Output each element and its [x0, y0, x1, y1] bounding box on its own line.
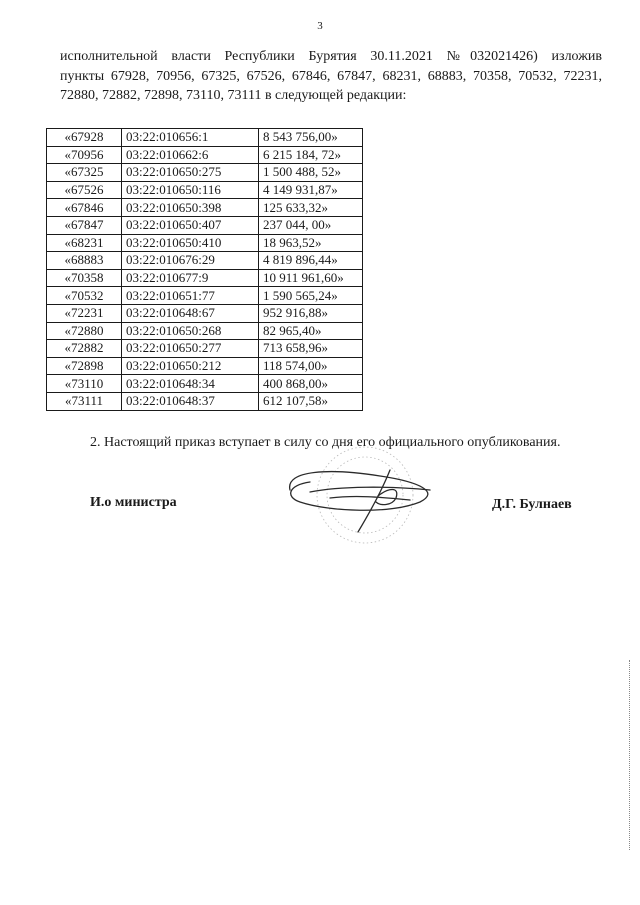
amount-cell: 18 963,52»: [259, 234, 363, 252]
amount-cell: 118 574,00»: [259, 357, 363, 375]
cadastral-number-cell: 03:22:010650:410: [122, 234, 259, 252]
table-row: [47, 340, 363, 358]
table-row: [47, 287, 363, 305]
table-row: [47, 234, 363, 252]
cadastral-number-cell: 03:22:010656:1: [122, 129, 259, 147]
cadastral-number-cell: 03:22:010676:29: [122, 252, 259, 270]
scan-edge-mark: [629, 660, 631, 850]
table-row: [47, 357, 363, 375]
row-number-cell: «70358: [47, 269, 122, 287]
signatory-title: И.о министра: [90, 495, 177, 510]
amount-cell: 125 633,32»: [259, 199, 363, 217]
cadastral-number-cell: 03:22:010650:407: [122, 216, 259, 234]
amount-cell: 10 911 961,60»: [259, 269, 363, 287]
amount-cell: 82 965,40»: [259, 322, 363, 340]
cadastral-number-cell: 03:22:010662:6: [122, 146, 259, 164]
cadastral-number-cell: 03:22:010650:268: [122, 322, 259, 340]
amount-cell: 4 149 931,87»: [259, 181, 363, 199]
amount-cell: 952 916,88»: [259, 304, 363, 322]
cadastral-number-cell: 03:22:010651:77: [122, 287, 259, 305]
cadastral-number-cell: 03:22:010648:67: [122, 304, 259, 322]
table-row: [47, 164, 363, 182]
row-number-cell: «67526: [47, 181, 122, 199]
table-row: [47, 146, 363, 164]
row-number-cell: «72882: [47, 340, 122, 358]
handwritten-signature-icon: [270, 440, 470, 550]
decree-table: [46, 128, 363, 411]
table-body: [47, 129, 363, 411]
table-row: [47, 199, 363, 217]
intro-line-2: пункты 67928, 70956, 67325, 67526, 67846, 67847, 68231, 68883, 70358, 70532, 72231,: [60, 68, 602, 84]
amount-cell: 612 107,58»: [259, 392, 363, 410]
row-number-cell: «67847: [47, 216, 122, 234]
cadastral-number-cell: 03:22:010650:116: [122, 181, 259, 199]
amount-cell: 400 868,00»: [259, 375, 363, 393]
amount-cell: 6 215 184, 72»: [259, 146, 363, 164]
row-number-cell: «73110: [47, 375, 122, 393]
table-row: [47, 216, 363, 234]
row-number-cell: «68883: [47, 252, 122, 270]
cadastral-number-cell: 03:22:010650:275: [122, 164, 259, 182]
table-row: [47, 269, 363, 287]
cadastral-number-cell: 03:22:010650:212: [122, 357, 259, 375]
table-row: [47, 392, 363, 410]
amount-cell: 1 590 565,24»: [259, 287, 363, 305]
intro-line-3: 72880, 72882, 72898, 73110, 73111 в следующей редакции:: [60, 88, 407, 103]
amount-cell: 4 819 896,44»: [259, 252, 363, 270]
cadastral-number-cell: 03:22:010648:37: [122, 392, 259, 410]
table-row: [47, 181, 363, 199]
amount-cell: 713 658,96»: [259, 340, 363, 358]
cadastral-number-cell: 03:22:010650:277: [122, 340, 259, 358]
table-row: [47, 252, 363, 270]
intro-line-1: исполнительной власти Республики Бурятия 30.11.2021 №032021426) изложив: [60, 49, 602, 64]
row-number-cell: «70532: [47, 287, 122, 305]
row-number-cell: «67928: [47, 129, 122, 147]
table-row: [47, 129, 363, 147]
amount-cell: 1 500 488, 52»: [259, 164, 363, 182]
row-number-cell: «72880: [47, 322, 122, 340]
row-number-cell: «72898: [47, 357, 122, 375]
cadastral-number-cell: 03:22:010648:34: [122, 375, 259, 393]
row-number-cell: «73111: [47, 392, 122, 410]
point-2-text: 2. Настоящий приказ вступает в силу со дня его официального опубликования.: [90, 435, 561, 450]
cadastral-number-cell: 03:22:010677:9: [122, 269, 259, 287]
table-row: [47, 375, 363, 393]
faint-stamp-icon: [317, 447, 413, 543]
row-number-cell: «68231: [47, 234, 122, 252]
row-number-cell: «67325: [47, 164, 122, 182]
signatory-name: Д.Г. Булнаев: [492, 497, 572, 512]
cadastral-number-cell: 03:22:010650:398: [122, 199, 259, 217]
amount-cell: 8 543 756,00»: [259, 129, 363, 147]
row-number-cell: «72231: [47, 304, 122, 322]
page-number: 3: [317, 20, 323, 32]
row-number-cell: «67846: [47, 199, 122, 217]
amount-cell: 237 044, 00»: [259, 216, 363, 234]
row-number-cell: «70956: [47, 146, 122, 164]
table-row: [47, 322, 363, 340]
intro-paragraph: [60, 47, 602, 106]
table-row: [47, 304, 363, 322]
